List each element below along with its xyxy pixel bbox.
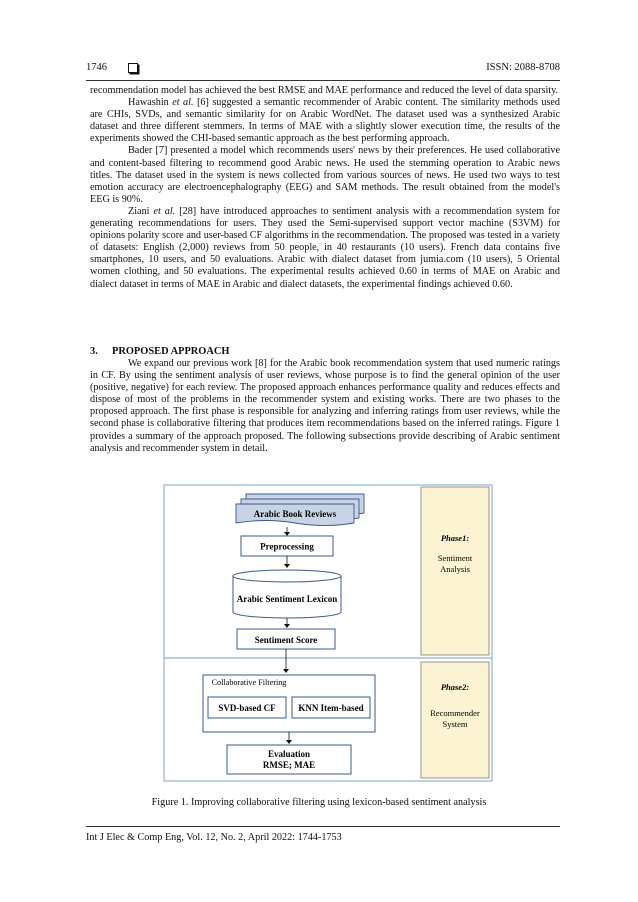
paragraph-3: Bader [7] presented a model which recommends users' news by their preferences. He used collaborative and content-based filtering to recommend good Arabic news. He used the stemming operation to Arabic news titles. The dataset used in the system is news collected from various sources of news. He used two ways to test emotion accuracy are electroencephalography (EEG) and SAM methods. The result obtained from the model's EEG is 90%. xyxy=(90,145,560,205)
phase1-title: Phase1: xyxy=(440,533,470,543)
figure-1-diagram xyxy=(163,484,495,784)
related-work-text xyxy=(90,85,560,291)
lexicon-label: Arabic Sentiment Lexicon xyxy=(236,594,338,604)
author-name: Hawashin xyxy=(128,97,173,109)
author-name: Ziani xyxy=(128,205,154,217)
section-heading xyxy=(90,346,229,357)
phase2-line2: System xyxy=(442,719,468,729)
et-al: et al. xyxy=(172,97,194,109)
figure-caption: Figure 1. Improving collaborative filtering using lexicon-based sentiment analysis xyxy=(151,797,487,808)
phase1-line2: Analysis xyxy=(440,564,470,574)
issn-label: ISSN: 2088-8708 xyxy=(486,62,560,73)
page-number: 1746 xyxy=(86,62,107,73)
paragraph-4 xyxy=(90,206,560,291)
cf-label: Collaborative Filtering xyxy=(211,678,287,687)
et-al: et al. xyxy=(153,205,176,217)
phase2-title: Phase2: xyxy=(440,682,470,692)
evaluation-metrics: RMSE; MAE xyxy=(262,760,316,770)
square-icon xyxy=(128,63,138,73)
paragraph-1: recommendation model has achieved the best RMSE and MAE performance and reduced the level of data sparsity. xyxy=(90,85,559,96)
header-rule xyxy=(86,80,560,81)
journal-footer: Int J Elec & Comp Eng, Vol. 12, No. 2, April 2022: 1744-1753 xyxy=(86,832,342,843)
reviews-label: Arabic Book Reviews xyxy=(253,509,337,519)
svd-label: SVD-based CF xyxy=(218,703,276,713)
paragraph-text: [28] have introduced approaches to sentiment analysis with a recommendation system for generating recommendations for users. They used the Semi-supervised support vector machine (S3VM) for opinions polarity score and user-based CF algorithms in the recommendation. The proposed was tested in a variety of datasets: English (2,000) reviews from 50 people, in 40 restaurants (10 users). French data contains five smartphones, 10 users, and 50 evaluations. Arabic with dialect dataset from jumia.com (10 users), 5 Oriental women clothing, and 50 evaluations. The experimental results achieved 0.60 in terms of MAE on Arabic and dialect dataset in terms of MAE in Arabic and dialect datasets, the experimental findings achieved 0.60. xyxy=(90,205,561,290)
section-paragraph: We expand our previous work [8] for the Arabic book recommendation system that used numeric ratings in CF. By using the sentiment analysis of user reviews, whose purpose is to find the general opinion of the user (positive, negative) for each review. The proposed approach enhances performance quality and reduces effects and dispose of most of the problems in the recommender system and existing works. There are two phases to the proposed approach. The first phase is responsible for analyzing and inferring ratings from user reviews, while the second phase is collaborative filtering that produces item recommendations based on the inferred ratings. Figure 1 provides a summary of the approach proposed. The following subsections provide describing of Arabic sentiment analysis and recommender system in detail. xyxy=(90,358,560,454)
section-title: PROPOSED APPROACH xyxy=(112,346,230,357)
running-header xyxy=(86,62,560,76)
section-number: 3. xyxy=(90,346,98,357)
evaluation-label: Evaluation xyxy=(267,749,311,759)
preprocessing-label: Preprocessing xyxy=(260,541,314,552)
footer-rule xyxy=(86,826,560,827)
phase1-line1: Sentiment xyxy=(437,553,473,563)
sentiment-score-label: Sentiment Score xyxy=(254,635,318,645)
knn-label: KNN Item-based xyxy=(298,703,364,713)
paragraph-text: [6] suggested a semantic recommender of Arabic content. The similarity methods used are CHIs, SVDs, and semantic similarity for on Arabic WordNet. The dataset used was a synthesized Arabic dataset and three different stemmers. In terms of MAE with a slightly slower execution time, the results of the experiments showed the CHI-based semantic approach as the best performing approach. xyxy=(90,97,560,145)
section-text xyxy=(90,358,560,455)
phase2-line1: Recommender xyxy=(430,708,480,718)
paragraph-2 xyxy=(90,97,560,145)
